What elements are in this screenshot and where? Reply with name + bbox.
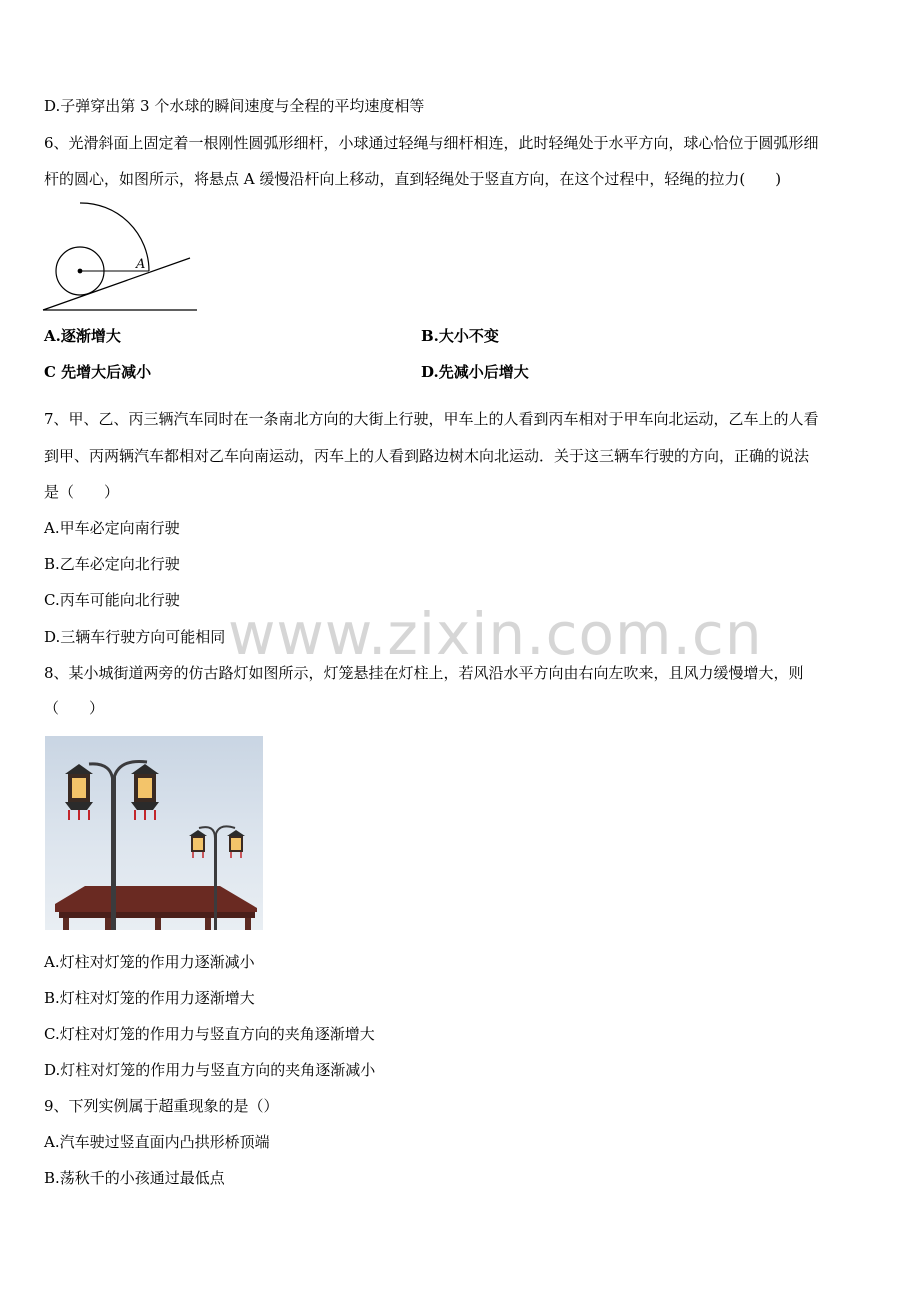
lantern-right — [131, 764, 159, 820]
incline-line — [43, 258, 190, 310]
q6-stem-line-2: 杆的圆心，如图所示，将悬点 A 缓慢沿杆向上移动，直到轻绳处于竖直方向，在这个过程中，轻绳的拉力( ) — [44, 170, 782, 188]
q7-stem-line-3: 是（ ） — [44, 483, 120, 501]
lamp-post-small — [214, 834, 217, 930]
q7-stem-line-2: 到甲、丙两辆汽车都相对乙车向南运动，丙车上的人看到路边树木向北运动．关于这三辆车行驶的方向，正确的说法 — [44, 447, 810, 465]
q6-option-d: D.先减小后增大 — [421, 363, 529, 381]
lamp-post-large — [111, 776, 116, 930]
q7-stem-line-1: 7、甲、乙、丙三辆汽车同时在一条南北方向的大街上行驶，甲车上的人看到丙车相对于甲车向北运动，乙车上的人看 — [44, 410, 819, 428]
q7-option-b: B.乙车必定向北行驶 — [44, 555, 180, 573]
incline-arc-figure — [40, 196, 200, 316]
street-lamp-photo — [45, 736, 263, 930]
watermark: www.zixin.com.cn — [228, 600, 763, 668]
lantern-small-left — [189, 830, 207, 858]
point-a-label: A — [136, 257, 146, 272]
q8-option-a: A.灯柱对灯笼的作用力逐渐减小 — [44, 953, 255, 971]
q8-stem-line-2: （ ） — [44, 699, 105, 717]
q6-stem-line-1: 6、光滑斜面上固定着一根刚性圆弧形细杆，小球通过轻绳与细杆相连，此时轻绳处于水平方向，球心恰位于圆弧形细 — [44, 134, 819, 152]
q8-option-b: B.灯柱对灯笼的作用力逐渐增大 — [44, 989, 255, 1007]
q9-option-a: A.汽车驶过竖直面内凸拱形桥顶端 — [44, 1133, 270, 1151]
lantern-small-right — [227, 830, 245, 858]
q7-option-a: A.甲车必定向南行驶 — [44, 519, 180, 537]
q9-stem: 9、下列实例属于超重现象的是（） — [44, 1097, 279, 1115]
q9-option-b: B.荡秋千的小孩通过最低点 — [44, 1169, 225, 1187]
q7-option-d: D.三辆车行驶方向可能相同 — [44, 628, 226, 646]
q6-option-b: B.大小不变 — [421, 327, 499, 345]
q5-option-d: D.子弹穿出第 3 个水球的瞬间速度与全程的平均速度相等 — [44, 97, 425, 115]
q8-option-d: D.灯柱对灯笼的作用力与竖直方向的夹角逐渐减小 — [44, 1061, 376, 1079]
q8-stem-line-1: 8、某小城街道两旁的仿古路灯如图所示，灯笼悬挂在灯柱上，若风沿水平方向由右向左吹来，且风力缓慢增大，则 — [44, 664, 804, 682]
lantern-left — [65, 764, 93, 820]
pavilion-roof — [55, 886, 257, 912]
q7-option-c: C.丙车可能向北行驶 — [44, 591, 180, 609]
q6-option-a: A.逐渐增大 — [44, 327, 121, 345]
q6-option-c: C 先增大后减小 — [44, 363, 152, 381]
q8-option-c: C.灯柱对灯笼的作用力与竖直方向的夹角逐渐增大 — [44, 1025, 375, 1043]
